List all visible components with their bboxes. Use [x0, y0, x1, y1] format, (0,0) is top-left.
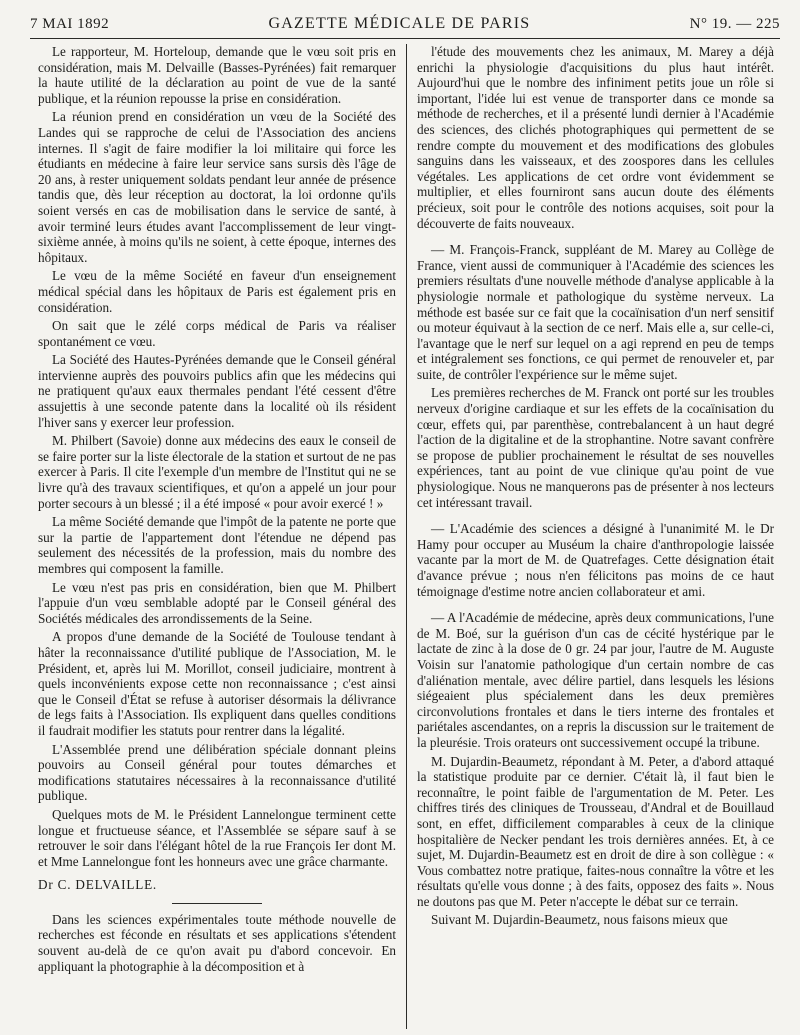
page-header [30, 10, 780, 39]
paragraph: M. Dujardin-Beaumetz, répondant à M. Peter, a d'abord attaqué la statistique produite par ce dernier. C'était là, il faut bien le reconnaître, le point faible de l'argumentation de M. Peter. Les chiffres tirés des cliniques de Trousseau, d'Andral et de Bouillaud sont, en effet, difficilement comparables à ceux de la clinique hospitalière de Necker pendant les trois dernières années. Et, à ce sujet, M. Dujardin-Beaumetz est en droit de dire à son collègue : « Vous combattez notre pratique, faites-nous connaître la vôtre et les résultats qu'elle vous donne ; à des faits, opposez des faits ». Nous ne doutons pas que M. Peter n'accepte le débat sur ce terrain. [417, 753, 774, 909]
spacer [417, 513, 774, 521]
paragraph: — A l'Académie de médecine, après deux communications, l'une de M. Boé, sur la guérison d'un cas de cécité hystérique par le lactate de zinc à la dose de 0 gr. 24 par jour, l'autre de M. Auguste Voisin sur l'anatomie pathologique d'un certain nombre de cas d'aliénation mentale, avec délire partiel, dans lesquels les lésions siégeaient plus spécialement dans les deux premières circonvolutions frontales et dans le tiers interne des frontales et pariétales ascendantes, on a repris la discussion sur le traitement de la pleurésie. Trois orateurs ont successivement occupé la tribune. [417, 610, 774, 750]
paragraph: M. Philbert (Savoie) donne aux médecins des eaux le conseil de se faire porter sur la liste électorale de la station et surtout de ne pas exercer à Paris. Il cite l'exemple d'un membre de l'Institut qui ne se livre qu'à des travaux scientifiques, et qu'on a appelé un jour pour porter secours à un blessé ; il a été imposé « pour avoir exercé ! » [38, 433, 396, 511]
paragraph: La même Société demande que l'impôt de la patente ne porte que sur la partie de l'appartement dont l'étendue ne dépend pas seulement des nécessités de la profession, mais du nombre des membres qui composent la famille. [38, 514, 396, 576]
issue-date: 7 MAI 1892 [30, 15, 110, 32]
journal-title: GAZETTE MÉDICALE DE PARIS [268, 15, 531, 32]
paragraph: — M. François-Franck, suppléant de M. Marey au Collège de France, vient aussi de communiquer à l'Académie des sciences les premiers résultats d'une nouvelle méthode d'analyse applicable à la physiologie normale et pathologique du système nerveux. La méthode est basée sur ce fait que la cocaïnisation d'un nerf sensitif ou moteur équivaut à la section de ce nerf. Mais elle a, sur celle-ci, l'avantage que le nerf sur lequel on a agi reprend en peu de temps et intégralement ses fonctions, ce qui permet de renouveler et, par suite, de contrôler l'expérience sur le même sujet. [417, 242, 774, 382]
paragraph: Le vœu n'est pas pris en considération, bien que M. Philbert l'appuie d'un vœu semblable adopté par le Conseil général des Sociétés médicales des arrondissements de la Seine. [38, 579, 396, 626]
paragraph: — L'Académie des sciences a désigné à l'unanimité M. le Dr Hamy pour occuper au Muséum la chaire d'anthropologie laissée vacante par la mort de M. de Quatrefages. Cette désignation était d'avance prévue ; nous n'en félicitons pas moins de ce haut témoignage d'estime notre ancien collaborateur et ami. [417, 521, 774, 599]
paragraph: Le rapporteur, M. Horteloup, demande que le vœu soit pris en considération, mais M. Delvaille (Basses-Pyrénées) fait remarquer la haute utilité de la déclaration au point de vue de la santé publique, et la réunion repousse la prise en considération. [38, 44, 396, 106]
paragraph: A propos d'une demande de la Société de Toulouse tendant à hâter la reconnaissance d'utilité publique de l'Association, M. le Président, et, après lui M. Morillot, conseil judiciaire, montrent à quels inconvénients expose cette non reconnaissance ; c'est ainsi que le Conseil d'État se refuse à autoriser désormais la délivrance de legs faits à l'Association. Ils expliquent dans quelles conditions il faudrait modifier les statuts pour rentrer dans la légalité. [38, 629, 396, 738]
right-column [406, 44, 774, 1029]
paragraph: On sait que le zélé corps médical de Paris va réaliser spontanément ce vœu. [38, 318, 396, 349]
left-column [38, 44, 406, 1029]
paragraph: L'Assemblée prend une délibération spéciale donnant pleins pouvoirs au Conseil général pour toutes démarches et modifications statutaires nécessaires à la reconnaissance d'utilité publique. [38, 741, 396, 804]
two-column-body [38, 44, 783, 1029]
issue-page-number: N° 19. — 225 [689, 15, 780, 32]
spacer [417, 602, 774, 610]
paragraph: Le vœu de la même Société en faveur d'un enseignement médical spécial dans les hôpitaux de Paris est également pris en considération. [38, 268, 396, 315]
spacer [417, 234, 774, 242]
paragraph: La Société des Hautes-Pyrénées demande que le Conseil général intervienne auprès des pouvoirs publics afin que les médecins qui ne pratiquent qu'aux eaux thermales pendant l'été cessent d'être assujettis à une seconde patente dans la localité où ils résident l'hiver sans y exercer leur profession. [38, 352, 396, 430]
paragraph: Quelques mots de M. le Président Lannelongue terminent cette longue et fructueuse séance, et l'Assemblée se sépare sauf à se retrouver le soir dans l'élégant hôtel de la rue François Ier dont M. et Mme Lannelongue font les honneurs avec une grâce charmante. [38, 806, 396, 869]
paragraph: La réunion prend en considération un vœu de la Société des Landes qui se rapproche de celui de l'Association des anciens internes. Il s'agit de faire modifier la loi militaire qui force les étudiants en médecine à faire leur service sans sursis dès l'âge de 20 ans, à rester uniquement soldats pendant leur année de présence tandis que, dès leur réception au doctorat, la loi ordonne qu'ils soient versés en cas de mobilisation dans le service de santé, à avoir terminé leurs études avant l'accomplissement de leur vingt-sixième année, à moins qu'ils ne soient, à cette époque, internes des hôpitaux. [38, 109, 396, 265]
paragraph: Suivant M. Dujardin-Beaumetz, nous faisons mieux que [431, 912, 728, 928]
section-divider [172, 903, 262, 904]
paragraph: Les premières recherches de M. Franck ont porté sur les troubles nerveux d'origine cardiaque et sur les effets de la cocaïnisation du cœur, effets qui, par parenthèse, contrebalancent à un haut degré l'action de la digitaline et de la strophantine. Notre savant confrère se propose de publier prochainement le résultat de ses nouvelles expériences, tant au point de vue clinique qu'au point de vue physiologique. Nous ne manquerons pas de présenter à nos lecteurs cet intéressant travail. [417, 385, 774, 510]
paragraph: l'étude des mouvements chez les animaux, M. Marey a déjà enrichi la physiologie d'acquisitions du plus haut intérêt. Aujourd'hui que le nombre des infiniment petits joue un rôle si important, l'idée lui est venue de transporter dans ce monde sa méthode de recherches, et il a présenté lundi dernier à l'Académie des sciences, des clichés photographiques qui permettent de se rendre compte du mouvement et des modifications des globules sanguins dans les vaisseaux, et des zoospores dans les cellules végétales. Les applications de cet ordre vont évidemment se multiplier, et elles fourniront sans aucun doute des éléments précieux, soit pour le contrôle des notions acquises, soit pour la découverte de faits nouveaux. [417, 44, 774, 231]
paragraph: Dans les sciences expérimentales toute méthode nouvelle de recherches est féconde en résultats et ses applications s'étendent souvent au-delà de ce qu'on avait pu d'abord concevoir. En appliquant la photographie à la décomposition et à [38, 911, 396, 974]
author-signature: Dr C. DELVAILLE. [38, 877, 158, 893]
